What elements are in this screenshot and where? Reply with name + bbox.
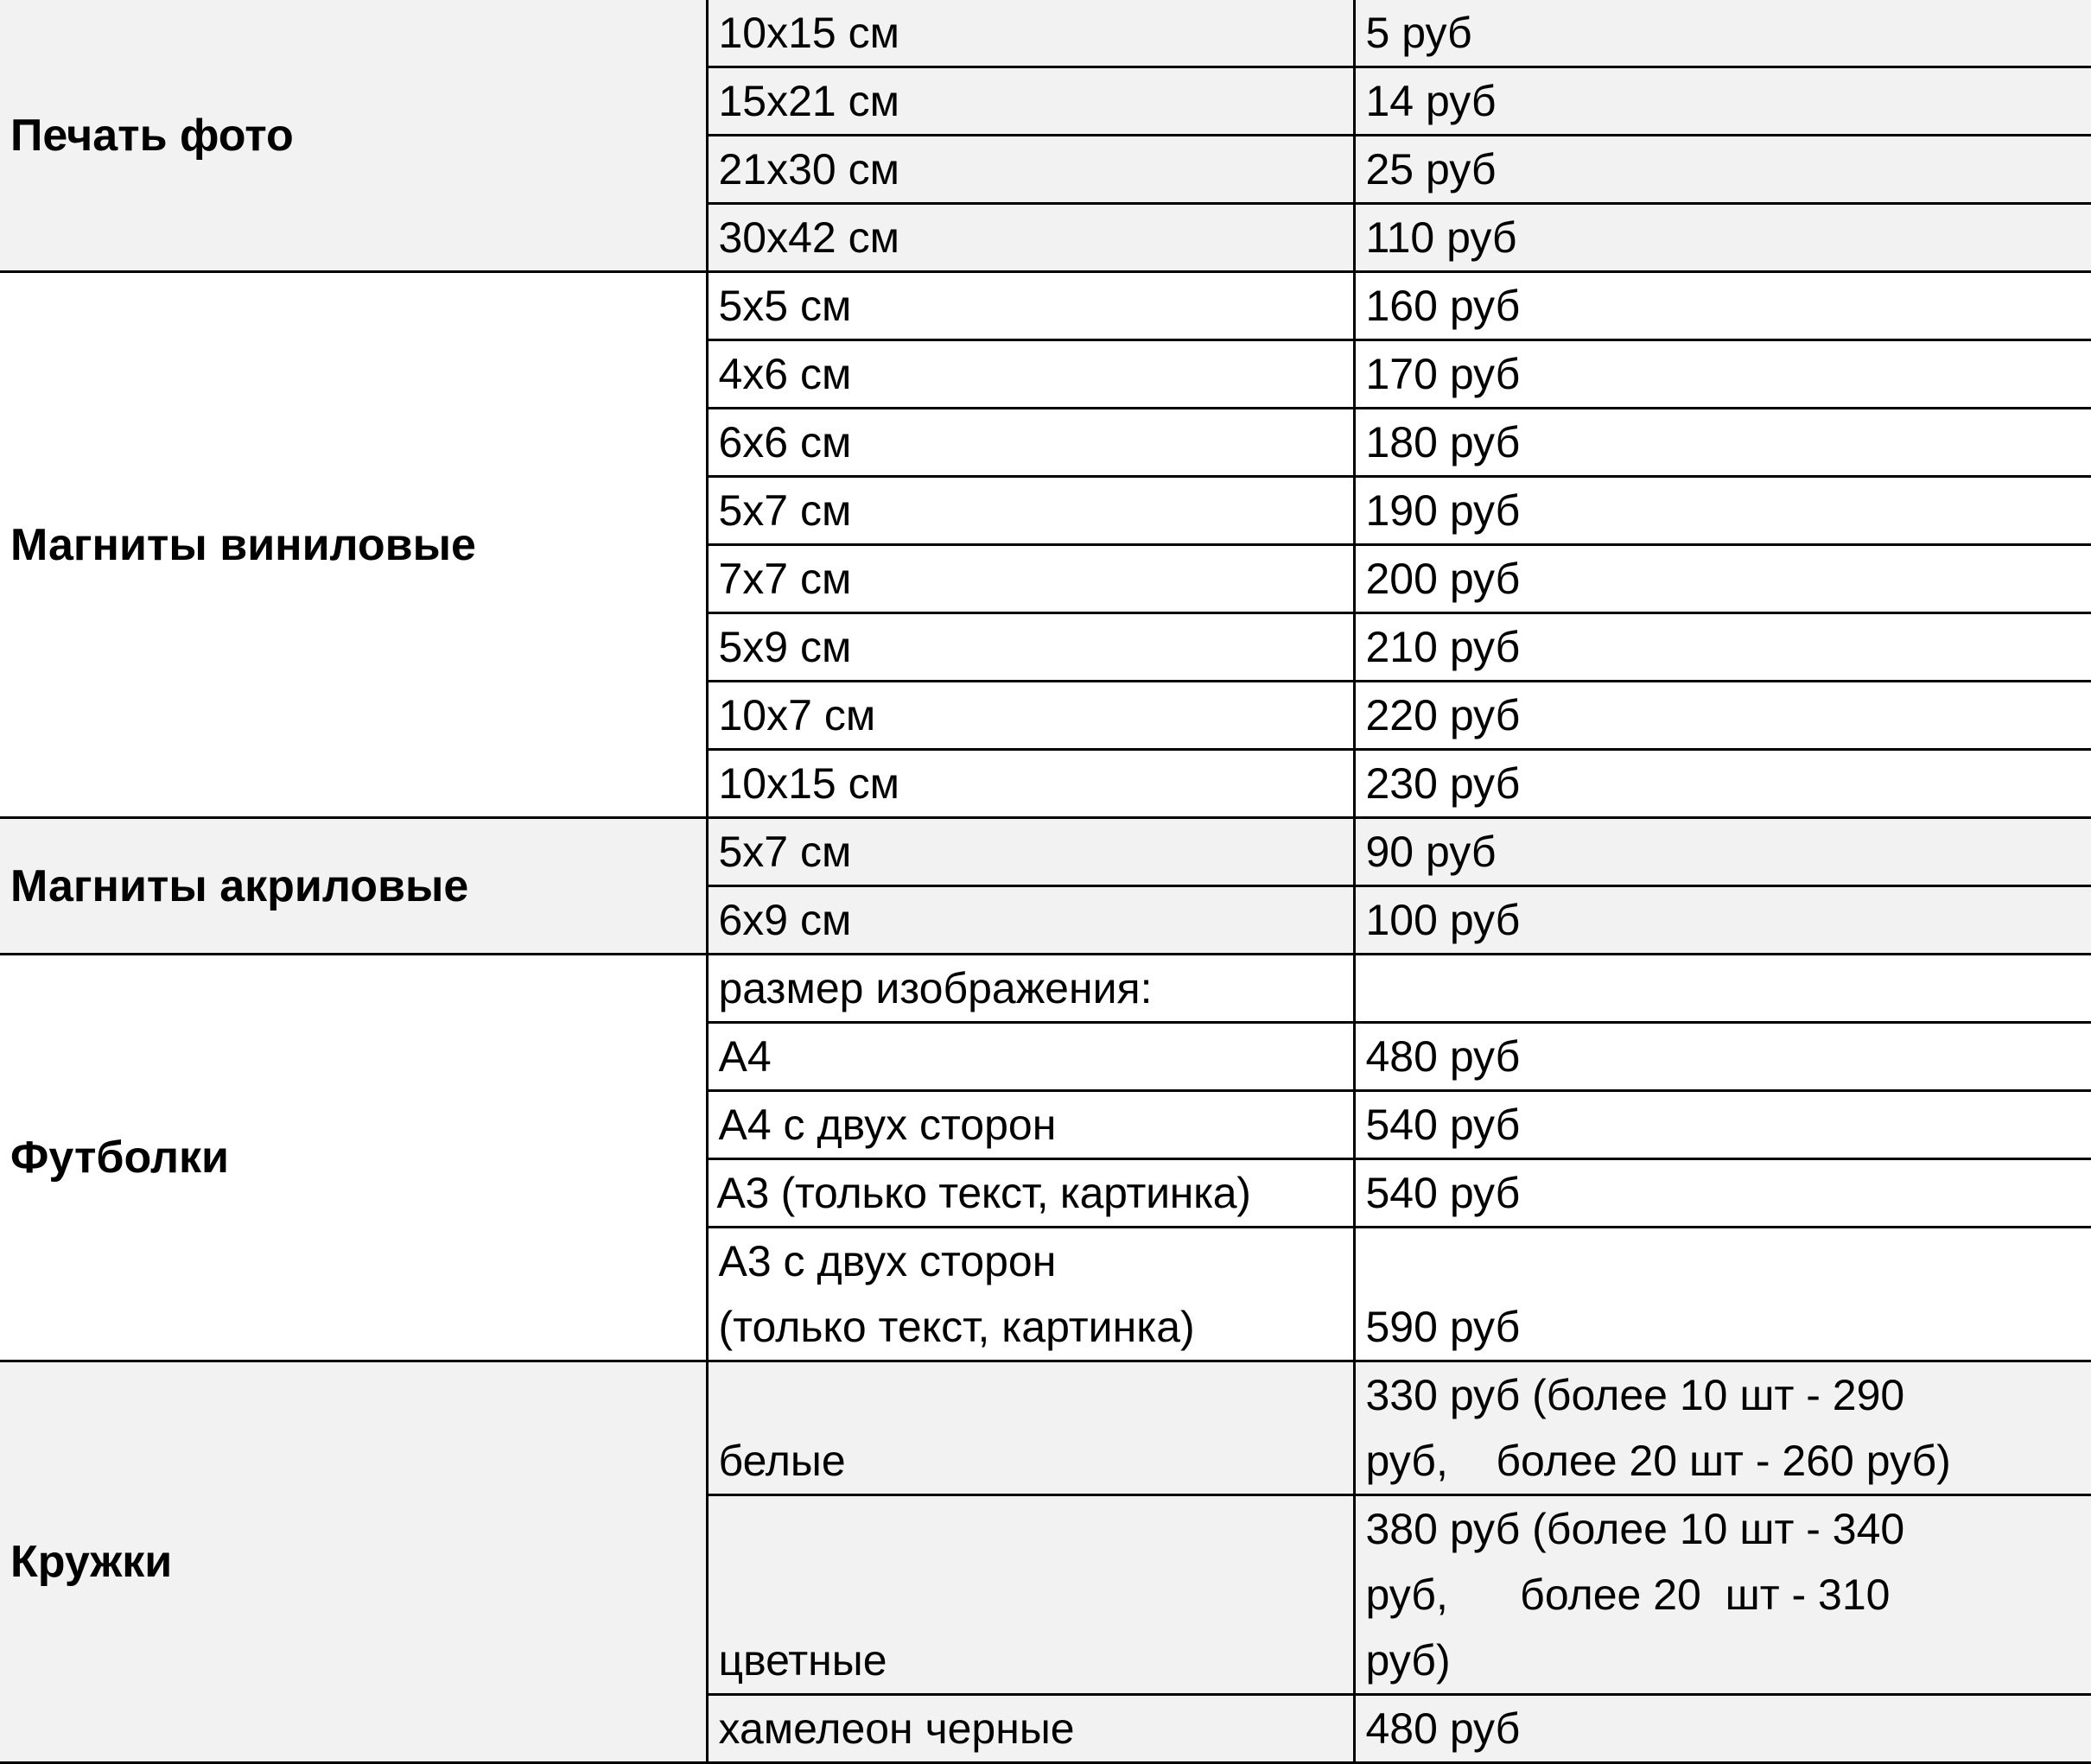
size-cell: 6х6 см [707,409,1354,477]
size-cell: хамелеон черные [707,1695,1354,1763]
table-row [0,272,2091,340]
price-cell: 110 руб [1354,204,2091,272]
price-cell: 14 руб [1354,67,2091,136]
category-cell: Футболки [0,955,707,1361]
size-cell: 30х42 см [707,204,1354,272]
size-cell: размер изображения: [707,955,1354,1023]
category-cell: Магниты виниловые [0,272,707,818]
size-cell: цветные [707,1495,1354,1695]
price-cell: 100 руб [1354,886,2091,955]
price-cell: 540 руб [1354,1159,2091,1228]
size-cell: 21х30 см [707,136,1354,204]
group-tshirts [0,955,2091,1361]
price-cell: 590 руб [1354,1228,2091,1361]
group-vinyl-magnets [0,272,2091,818]
category-cell: Печать фото [0,0,707,272]
price-cell: 480 руб [1354,1023,2091,1091]
table-row [0,818,2091,886]
price-cell: 25 руб [1354,136,2091,204]
price-cell: 210 руб [1354,613,2091,682]
price-cell: 380 руб (более 10 шт - 340 руб, более 20 шт - 310 руб) [1354,1495,2091,1695]
size-cell: 5х7 см [707,477,1354,545]
size-cell: белые [707,1361,1354,1495]
price-cell: 180 руб [1354,409,2091,477]
size-cell: А4 [707,1023,1354,1091]
category-cell: Магниты акриловые [0,818,707,955]
category-cell: Кружки [0,1361,707,1763]
size-cell: 10х15 см [707,750,1354,818]
group-mugs [0,1361,2091,1763]
price-cell [1354,955,2091,1023]
table-row [0,0,2091,67]
size-cell: 10х7 см [707,682,1354,750]
table-row [0,1361,2091,1495]
price-cell: 200 руб [1354,545,2091,613]
price-cell: 540 руб [1354,1091,2091,1159]
size-cell: 6х9 см [707,886,1354,955]
size-cell: 10х15 см [707,0,1354,67]
group-acrylic-magnets [0,818,2091,955]
size-cell: 5х9 см [707,613,1354,682]
group-photo-print [0,0,2091,272]
price-cell: 170 руб [1354,340,2091,409]
size-cell: А3 (только текст, картинка) [707,1159,1354,1228]
size-cell: 5х7 см [707,818,1354,886]
price-cell: 220 руб [1354,682,2091,750]
size-cell: А3 с двух сторон (только текст, картинка) [707,1228,1354,1361]
price-cell: 5 руб [1354,0,2091,67]
size-cell: 4х6 см [707,340,1354,409]
size-cell: 15х21 см [707,67,1354,136]
price-cell: 480 руб [1354,1695,2091,1763]
price-cell: 330 руб (более 10 шт - 290 руб, более 20 шт - 260 руб) [1354,1361,2091,1495]
price-cell: 190 руб [1354,477,2091,545]
price-cell: 230 руб [1354,750,2091,818]
size-cell: А4 с двух сторон [707,1091,1354,1159]
size-cell: 7х7 см [707,545,1354,613]
price-cell: 90 руб [1354,818,2091,886]
price-cell: 160 руб [1354,272,2091,340]
table-row [0,955,2091,1023]
size-cell: 5х5 см [707,272,1354,340]
